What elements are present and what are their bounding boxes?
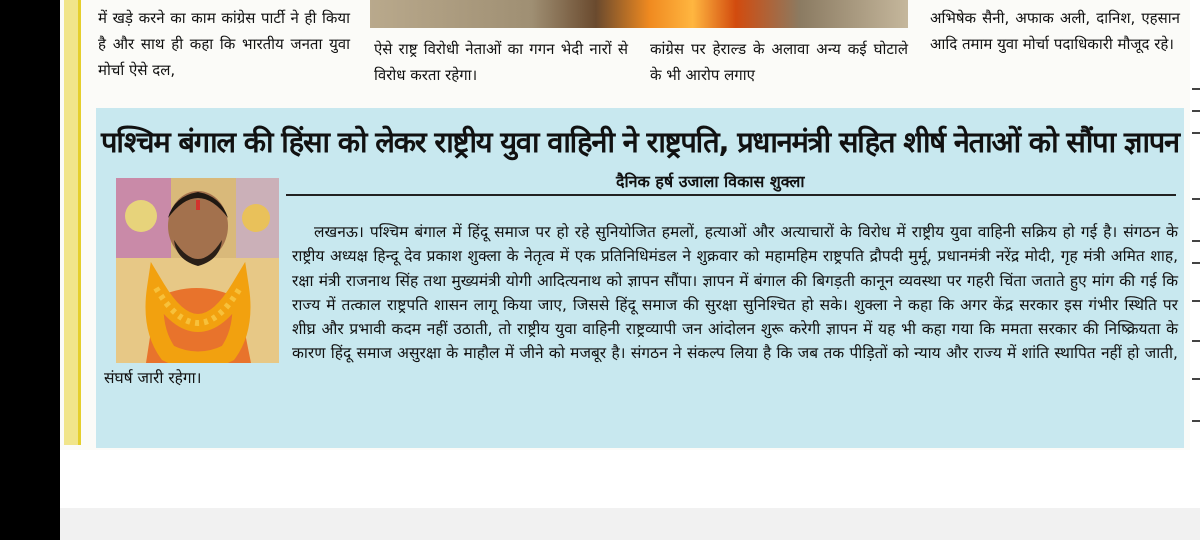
right-edge-marks xyxy=(1190,0,1200,450)
article-body-text: लखनऊ। पश्चिम बंगाल में हिंदू समाज पर हो रहे सुनियोजित हमलों, हत्याओं और अत्याचारों के विरोध में राष्ट्रीय युवा वाहिनी सक्रिय हो गई है। संगठन के राष्ट्रीय अध्यक्ष हिन्दू देव प्रकाश शुक्ला के नेतृत्व में एक प्रतिनिधिमंडल ने शुक्रवार को महामहिम राष्ट्रपति द्रौपदी मुर्मू, प्रधानमंत्री नरेंद्र मोदी, गृह मंत्री अमित शाह, रक्षा मंत्री राजनाथ सिंह तथा मुख्यमंत्री योगी आदित्यनाथ को ज्ञापन सौंपा। ज्ञापन में बंगाल की बिगड़ती कानून व्यवस्था पर गहरी चिंता जताते हुए मांग की गई कि राज्य में तत्काल राष्ट्रपति शासन लागू किया जाए, जिससे हिंदू समाज की सुरक्षा सुनिश्चित हो सके। शुक्ला ने कहा कि अगर केंद्र सरकार इस गंभीर स्थिति पर शीघ्र और प्रभावी कदम नहीं उठाती, तो राष्ट्रीय युवा वाहिनी राष्ट्रव्यापी जन आंदोलन शुरू करेगी ज्ञापन में यह भी कहा गया कि ममता सरकार की निष्क्रियता के कारण हिंदू समाज असुरक्षा के माहौल में जीने को मजबूर है। संगठन ने संकल्प लिया है कि जब तक पीड़ितों को न्याय और राज्य में शांति स्थापित नहीं हो जाती, संघर्ष जारी रहेगा। xyxy=(104,223,1178,387)
column-2-text: ऐसे राष्ट्र विरोधी नेताओं का गगन भेदी नारों से विरोध करता रहेगा। xyxy=(374,40,628,84)
fire-photo-strip xyxy=(370,0,908,28)
photo-wrap-spacer xyxy=(104,220,292,365)
column-4 xyxy=(930,5,1180,57)
newspaper-sheet xyxy=(60,0,1190,450)
left-black-margin xyxy=(0,0,60,540)
column-3 xyxy=(650,36,908,88)
news-article xyxy=(96,108,1184,448)
viewer-footer-strip xyxy=(60,508,1200,540)
article-body xyxy=(104,220,1178,390)
article-headline: पश्चिम बंगाल की हिंसा को लेकर राष्ट्रीय युवा वाहिनी ने राष्ट्रपति, प्रधानमंत्री सहित शीर्ष नेताओं को सौंपा ज्ञापन xyxy=(101,125,1179,159)
column-3-text: कांग्रेस पर हेराल्ड के अलावा अन्य कई घोटाले के भी आरोप लगाए xyxy=(650,40,908,84)
column-4-text: अभिषेक सैनी, अफाक अली, दानिश, एहसान आदि तमाम युवा मोर्चा पदाधिकारी मौजूद रहे। xyxy=(930,9,1180,53)
column-2 xyxy=(374,36,628,88)
newspaper-page xyxy=(60,0,1200,540)
article-byline: दैनिक हर्ष उजाला विकास शुक्ला xyxy=(616,172,805,191)
byline-rule xyxy=(286,194,1176,196)
column-1 xyxy=(98,5,350,83)
column-1-text: में खड़े करने का काम कांग्रेस पार्टी ने ही किया है और साथ ही कहा कि भारतीय जनता युवा मोर्चा ऐसे दल, xyxy=(98,9,350,79)
highlight-bar xyxy=(64,0,81,445)
